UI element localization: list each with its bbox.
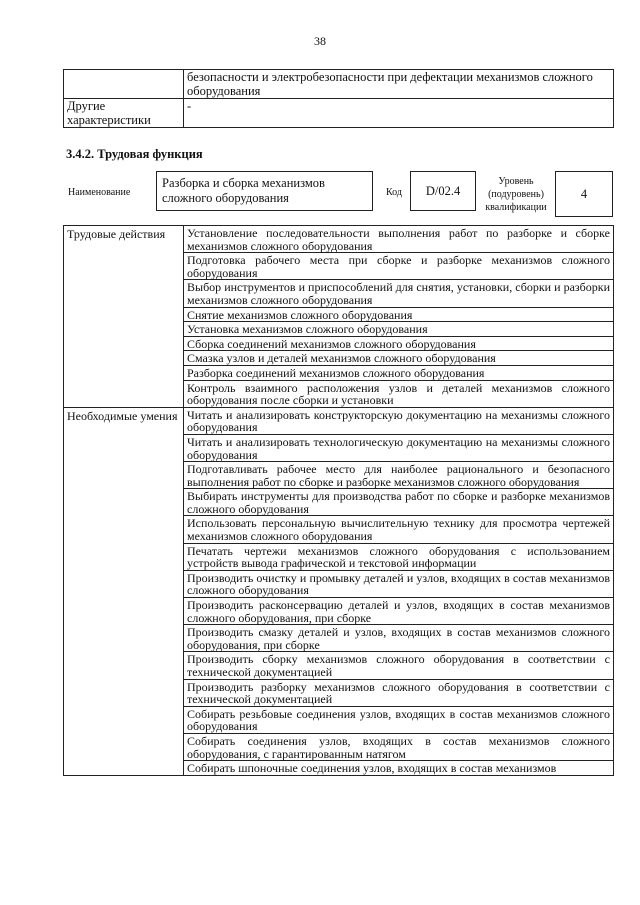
list-item: Собирать соединения узлов, входящих в состав механизмов сложного оборудования, с гарантированным натягом	[184, 733, 614, 760]
list-item: Выбирать инструменты для производства работ по сборке и разборке механизмов сложного оборудования	[184, 489, 614, 516]
page-bottom-margin	[0, 842, 640, 905]
section-title: 3.4.2. Трудовая функция	[66, 147, 203, 161]
table-row	[64, 99, 614, 128]
continued-text-cell: безопасности и электробезопасности при дефектации механизмов сложного оборудования	[184, 70, 614, 99]
list-item: Собирать шпоночные соединения узлов, входящих в состав механизмов	[184, 761, 614, 776]
list-item: Выбор инструментов и приспособлений для снятия, установки, сборки и разборки механизмов сложного оборудования	[184, 280, 614, 307]
list-item: Печатать чертежи механизмов сложного оборудования с использованием устройств вывода графической и текстовой информации	[184, 543, 614, 570]
list-item: Установка механизмов сложного оборудования	[184, 322, 614, 337]
list-item: Собирать резьбовые соединения узлов, входящих в состав механизмов сложного оборудования	[184, 706, 614, 733]
list-item: Использовать персональную вычислительную технику для просмотра чертежей механизмов сложного оборудования	[184, 516, 614, 543]
list-item: Производить разборку механизмов сложного оборудования в соответствии с технической документацией	[184, 679, 614, 706]
list-item: Смазка узлов и деталей механизмов сложного оборудования	[184, 351, 614, 366]
list-item: Подготавливать рабочее место для наиболее рационального и безопасного выполнения работ по сборке и разборке механизмов сложного оборудования	[184, 462, 614, 489]
level-label: Уровень (подуровень) квалификации	[485, 176, 547, 213]
function-header	[63, 171, 618, 217]
list-item: Подготовка рабочего места при сборке и разборке механизмов сложного оборудования	[184, 253, 614, 280]
page-number: 38	[314, 34, 326, 48]
code-label: Код	[386, 187, 402, 198]
list-item: Читать и анализировать конструкторскую документацию на механизмы сложного оборудования	[184, 407, 614, 434]
list-item: Производить очистку и промывку деталей и узлов, входящих в состав механизмов сложного оборудования	[184, 570, 614, 597]
list-item: Сборка соединений механизмов сложного оборудования	[184, 336, 614, 351]
list-item: Разборка соединений механизмов сложного оборудования	[184, 365, 614, 380]
name-value: Разборка и сборка механизмов сложного оборудования	[156, 171, 373, 211]
list-item: Производить смазку деталей и узлов, входящих в состав механизмов сложного оборудования, при сборке	[184, 625, 614, 652]
other-characteristics-label: Другие характеристики	[64, 99, 184, 128]
other-characteristics-value: -	[184, 99, 614, 128]
code-value: D/02.4	[410, 171, 476, 211]
labor-actions-label: Трудовые действия	[64, 226, 184, 408]
list-item: Производить расконсервацию деталей и узлов, входящих в состав механизмов сложного оборудования, при сборке	[184, 598, 614, 625]
table-row	[64, 70, 614, 99]
table-row	[64, 226, 614, 253]
list-item: Установление последовательности выполнения работ по разборке и сборке механизмов сложного оборудования	[184, 226, 614, 253]
list-item: Контроль взаимного расположения узлов и деталей механизмов сложного оборудования после сборки и установки	[184, 380, 614, 407]
table-row	[64, 407, 614, 434]
list-item: Читать и анализировать технологическую документацию на механизмы сложного оборудования	[184, 434, 614, 461]
function-details-table	[63, 225, 614, 776]
level-value: 4	[555, 171, 613, 217]
list-item: Снятие механизмов сложного оборудования	[184, 307, 614, 322]
empty-label-cell	[64, 70, 184, 99]
name-label: Наименование	[68, 187, 131, 198]
list-item: Производить сборку механизмов сложного оборудования в соответствии с технической документацией	[184, 652, 614, 679]
top-continuation-table	[63, 69, 614, 128]
required-skills-label: Необходимые умения	[64, 407, 184, 775]
